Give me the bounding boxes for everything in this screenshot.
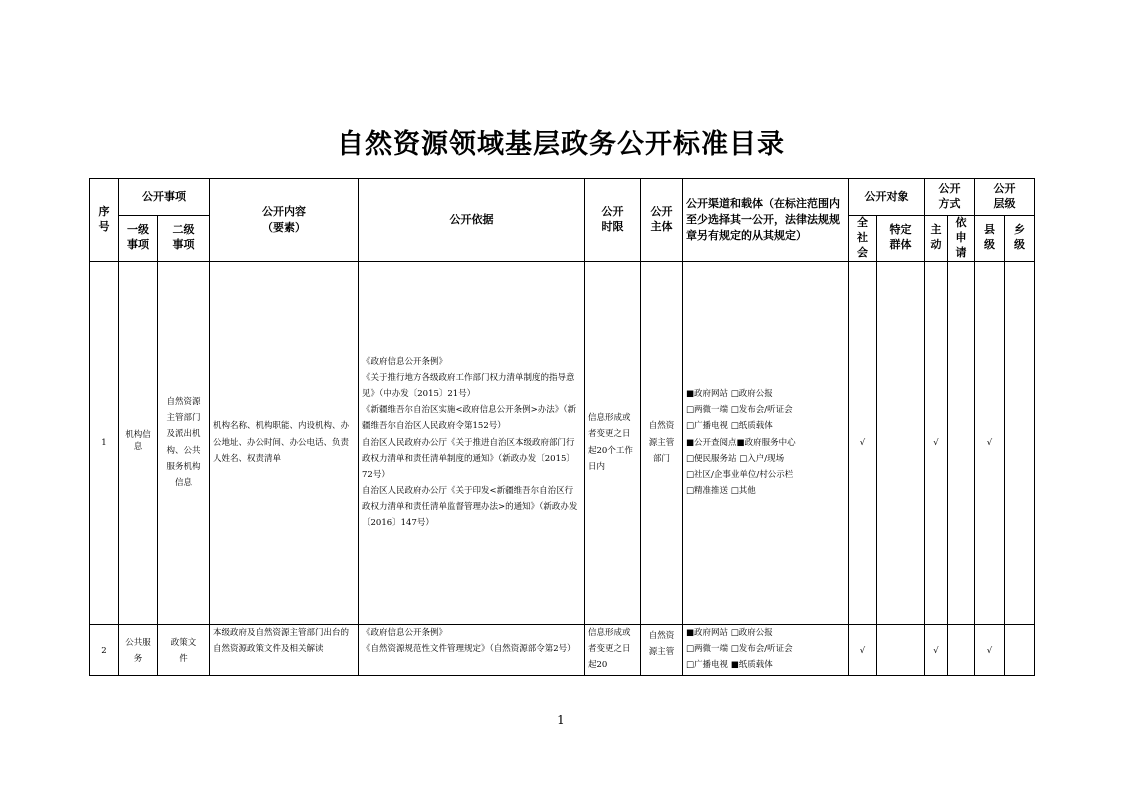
row-level2: 自然资源主管部门及派出机构、公共服务机构信息 bbox=[158, 261, 210, 624]
channel-line: □两微一端 □发布会/听证会 bbox=[686, 643, 793, 654]
row-level-town bbox=[1005, 261, 1035, 624]
row-level-county: √ bbox=[975, 624, 1005, 675]
header-matter: 公开事项 bbox=[119, 179, 210, 216]
header-level1: 一级事项 bbox=[119, 216, 158, 262]
page-number: 1 bbox=[557, 713, 565, 727]
header-method-active: 主动 bbox=[925, 216, 948, 262]
row-seq: 2 bbox=[90, 624, 119, 675]
header-basis: 公开依据 bbox=[359, 179, 585, 262]
channel-line: □两微一端 □发布会/听证会 bbox=[686, 405, 793, 416]
row-target-specific bbox=[877, 624, 925, 675]
catalog-table bbox=[89, 178, 1035, 676]
basis-item: 《政府信息公开条例》 bbox=[362, 356, 448, 367]
header-target-all: 全社会 bbox=[849, 216, 877, 262]
header-subject: 公开主体 bbox=[641, 179, 683, 262]
row-time: 信息形成或者变更之日起20 bbox=[585, 624, 641, 675]
basis-item: 自治区人民政府办公厅《关于印发<新疆维吾尔自治区行政权力清单和责任清单监督管理办法>的通知》（新政办发〔2016〕147号） bbox=[362, 485, 578, 529]
row-level-town bbox=[1005, 624, 1035, 675]
header-level2: 二级事项 bbox=[158, 216, 210, 262]
channel-line: □精准推送 □其他 bbox=[686, 485, 756, 496]
channel-line: □便民服务站 □入户/现场 bbox=[686, 453, 785, 464]
basis-item: 《关于推行地方各级政府工作部门权力清单制度的指导意见》（中办发〔2015〕21号） bbox=[362, 372, 575, 400]
row-basis bbox=[359, 261, 585, 624]
row-method-apply bbox=[948, 261, 975, 624]
basis-item: 《自然资源规范性文件管理规定》（自然资源部令第2号） bbox=[362, 643, 576, 654]
channel-line: □广播电视 □纸质载体 bbox=[686, 421, 773, 432]
row-basis bbox=[359, 624, 585, 675]
header-level: 公开层级 bbox=[975, 179, 1035, 216]
header-content-text: 公开内容 （要素） bbox=[262, 204, 306, 234]
row-time: 信息形成或者变更之日起20个工作日内 bbox=[585, 261, 641, 624]
row-target-specific bbox=[877, 261, 925, 624]
header-channel: 公开渠道和载体（在标注范围内至少选择其一公开，法律法规规章另有规定的从其规定） bbox=[683, 179, 849, 262]
row-subject: 自然资源主管部门 bbox=[641, 261, 683, 624]
row-content: 机构名称、机构职能、内设机构、办公地址、办公时间、办公电话、负责人姓名、权责清单 bbox=[210, 261, 359, 624]
header-target-specific: 特定群体 bbox=[877, 216, 925, 262]
row-target-all: √ bbox=[849, 624, 877, 675]
channel-line: ■政府网站 □政府公报 bbox=[686, 627, 773, 638]
document-title: 自然资源领域基层政务公开标准目录 bbox=[337, 129, 785, 160]
channel-line: □广播电视 ■纸质载体 bbox=[686, 659, 773, 670]
row-level-county: √ bbox=[975, 261, 1005, 624]
row-target-all: √ bbox=[849, 261, 877, 624]
header-seq: 序号 bbox=[90, 179, 119, 262]
row-subject: 自然资源主管 bbox=[641, 624, 683, 675]
header-target: 公开对象 bbox=[849, 179, 925, 216]
table-row bbox=[90, 261, 1035, 624]
row-level1: 机构信息 bbox=[119, 261, 158, 624]
row-content: 本级政府及自然资源主管部门出台的自然资源政策文件及相关解读 bbox=[210, 624, 359, 675]
header-level-town: 乡级 bbox=[1005, 216, 1035, 262]
row-method-active: √ bbox=[925, 624, 948, 675]
channel-line: ■公开查阅点■政府服务中心 bbox=[686, 437, 796, 448]
table-row bbox=[90, 624, 1035, 675]
header-level-county: 县级 bbox=[975, 216, 1005, 262]
header-method-apply: 依申请 bbox=[948, 216, 975, 262]
row-channels bbox=[683, 624, 849, 675]
header-method: 公开方式 bbox=[925, 179, 975, 216]
row-level1: 公共服务 bbox=[119, 624, 158, 675]
header-content bbox=[210, 179, 359, 262]
basis-item: 《政府信息公开条例》 bbox=[362, 627, 448, 638]
row-method-apply bbox=[948, 624, 975, 675]
row-method-active: √ bbox=[925, 261, 948, 624]
row-level2: 政策文件 bbox=[158, 624, 210, 675]
channel-line: ■政府网站 □政府公报 bbox=[686, 389, 773, 400]
basis-item: 自治区人民政府办公厅《关于推进自治区本级政府部门行政权力清单和责任清单制度的通知》（新政办发〔2015〕72号） bbox=[362, 437, 575, 480]
header-time: 公开时限 bbox=[585, 179, 641, 262]
channel-line: □社区/企事业单位/村公示栏 bbox=[686, 469, 794, 480]
row-seq: 1 bbox=[90, 261, 119, 624]
basis-item: 《新疆维吾尔自治区实施<政府信息公开条例>办法》（新疆维吾尔自治区人民政府令第152号） bbox=[362, 405, 576, 432]
row-channels bbox=[683, 261, 849, 624]
